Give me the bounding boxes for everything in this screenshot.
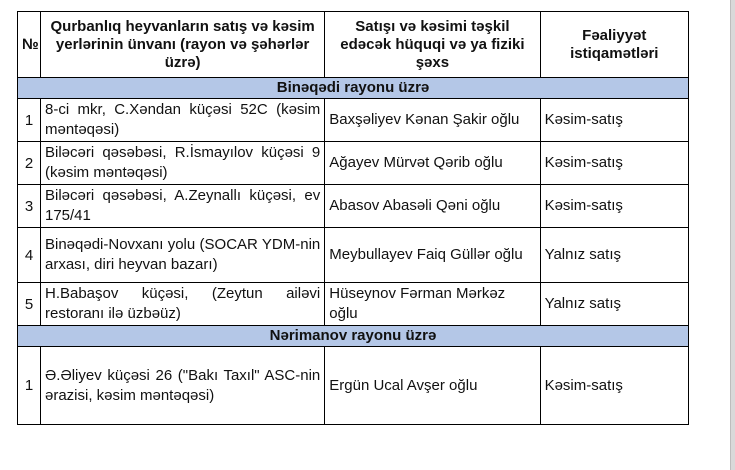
row-activity: Kəsim-satış: [540, 142, 688, 185]
row-activity: Yalnız satış: [540, 283, 688, 326]
row-entity: Abasov Abasəli Qəni oğlu: [325, 185, 540, 228]
section-title-narimanov: Nərimanov rayonu üzrə: [18, 326, 689, 347]
header-address: Qurbanlıq heyvanların satış və kəsim yerlərinin ünvanı (rayon və şəhərlər üzrə): [40, 12, 324, 78]
row-entity: Baxşəliyev Kənan Şakir oğlu: [325, 99, 540, 142]
row-number: 5: [18, 283, 41, 326]
row-entity: Hüseynov Fərman Mərkəz oğlu: [325, 283, 540, 326]
section-row: [18, 326, 689, 347]
row-entity: Ergün Ucal Avşer oğlu: [325, 347, 540, 425]
row-number: 1: [18, 99, 41, 142]
row-number: 3: [18, 185, 41, 228]
table-row: [18, 185, 689, 228]
row-address: Biləcəri qəsəbəsi, A.Zeynallı küçəsi, ev 175/41: [40, 185, 324, 228]
table-row: [18, 347, 689, 425]
page-edge: [730, 0, 735, 470]
row-address: Binəqədi-Novxanı yolu (SOCAR YDM-nin arxası, diri heyvan bazarı): [40, 228, 324, 283]
row-address: Biləcəri qəsəbəsi, R.İsmayılov küçəsi 9 (kəsim məntəqəsi): [40, 142, 324, 185]
row-number: 4: [18, 228, 41, 283]
header-number: №: [18, 12, 41, 78]
row-activity: Kəsim-satış: [540, 185, 688, 228]
section-title-binaqadi: Binəqədi rayonu üzrə: [18, 78, 689, 99]
row-activity: Kəsim-satış: [540, 99, 688, 142]
row-activity: Kəsim-satış: [540, 347, 688, 425]
table-row: [18, 283, 689, 326]
row-activity: Yalnız satış: [540, 228, 688, 283]
header-row: [18, 12, 689, 78]
header-entity: Satışı və kəsimi təşkil edəcək hüquqi və ya fiziki şəxs: [325, 12, 540, 78]
row-address: Ə.Əliyev küçəsi 26 ("Bakı Taxıl" ASC-nin ərazisi, kəsim məntəqəsi): [40, 347, 324, 425]
livestock-sales-table: [17, 11, 689, 425]
row-number: 1: [18, 347, 41, 425]
table-row: [18, 142, 689, 185]
row-number: 2: [18, 142, 41, 185]
row-entity: Meybullayev Faiq Güllər oğlu: [325, 228, 540, 283]
header-activity: Fəaliyyət istiqamətləri: [540, 12, 688, 78]
row-entity: Ağayev Mürvət Qərib oğlu: [325, 142, 540, 185]
table-row: [18, 228, 689, 283]
section-row: [18, 78, 689, 99]
table-row: [18, 99, 689, 142]
row-address: 8-ci mkr, C.Xəndan küçəsi 52C (kəsim məntəqəsi): [40, 99, 324, 142]
row-address: H.Babaşov küçəsi, (Zeytun ailəvi restoranı ilə üzbəüz): [40, 283, 324, 326]
